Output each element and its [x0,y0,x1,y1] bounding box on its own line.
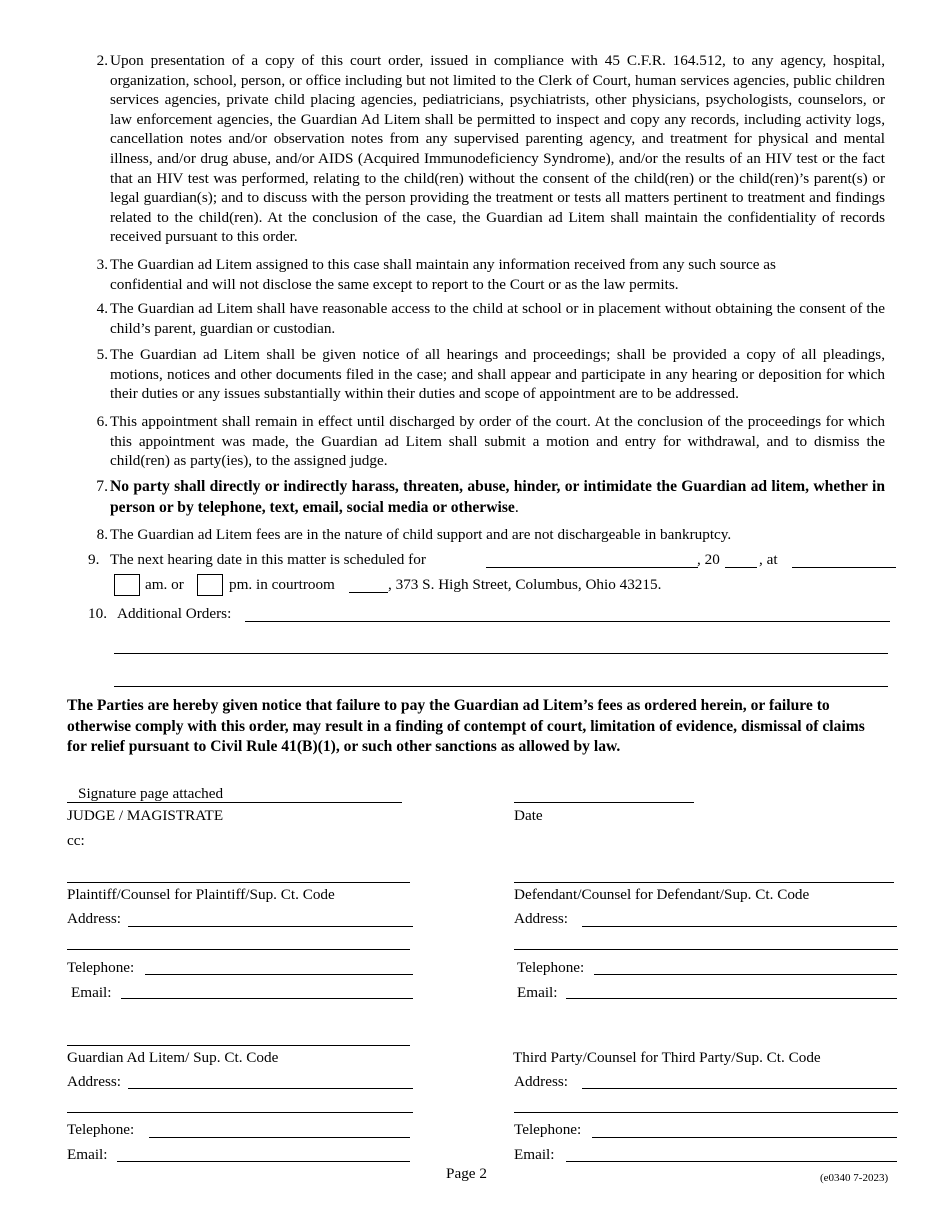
hearing-date-field[interactable] [486,567,698,568]
defendant-address-label: Address: [514,910,568,927]
pm-checkbox[interactable] [197,574,223,596]
item-number: 8. [96,526,108,543]
defendant-name-field[interactable] [514,882,894,883]
item-text: Upon presentation of a copy of this court order, issued in compliance with 45 C.F.R. 164.512, to any agency, hospital, organization, school, person, or office including but not limited to the Clerk of Court, human services agencies, public children services agencies, private child placing agencies, pediatricians, psychiatrists, other physicians, psychologists, counselors, or law enforcement agencies, the Guardian Ad Litem shall be permitted to inspect and copy any records, including activity logs, cancellation notes and/or observation notes from any supervised parenting agency, and treatment for physical and mental illness, and/or drug abuse, and/or AIDS (Acquired Immunodeficiency Syndrome), and/or the results of an HIV test or the fact that an HIV test was performed, relating to the child(ren) without the consent of the child(ren) or the child(ren)’s parent(s) or legal guardian(s); and to discuss with the person providing the treatment or tests all matters pertinent to treatment and findings related to the child(ren). At the conclusion of the case, the Guardian ad Litem shall maintain the confidentiality of records received pursuant to this order. [110,52,885,246]
third-party-telephone-field[interactable] [592,1137,897,1138]
form-code: (e0340 7-2023) [820,1172,889,1184]
third-party-email-field[interactable] [566,1161,897,1162]
additional-number: 10. [88,605,107,622]
additional-orders-field-1[interactable] [245,621,890,622]
defendant-telephone-field[interactable] [594,974,897,975]
item-text: The Guardian ad Litem assigned to this case shall maintain any information received from any such source as confidential and will not disclose the same except to report to the Court or as the law permits. [110,256,776,293]
plaintiff-address-label: Address: [67,910,121,927]
item-suffix: . [514,498,519,516]
third-party-address-field[interactable] [582,1088,897,1089]
order-item-8 [86,525,885,545]
item-number: 7. [96,478,108,495]
third-party-label: Third Party/Counsel for Third Party/Sup. Ct. Code [513,1049,821,1066]
third-party-address-field-2[interactable] [514,1112,898,1113]
additional-orders-field-3[interactable] [114,686,888,687]
signature-attached: Signature page attached [78,785,224,802]
page-number: Page 2 [446,1165,487,1182]
judge-signature-line[interactable] [67,802,402,803]
date-field[interactable] [514,802,694,803]
judge-label: JUDGE / MAGISTRATE [67,807,224,824]
hearing-time-field[interactable] [792,567,896,568]
order-item-4 [86,299,885,338]
gal-address-label: Address: [67,1073,121,1090]
defendant-email-label: Email: [517,984,558,1001]
date-label: Date [514,807,543,824]
plaintiff-address-field[interactable] [128,926,413,927]
gal-telephone-field[interactable] [149,1137,410,1138]
defendant-telephone-label: Telephone: [517,959,585,976]
sanctions-notice: The Parties are hereby given notice that failure to pay the Guardian ad Litem’s fees as ordered herein, or failure to otherwise comply with this order, may result in a finding of contempt of court, limitation of evidence, dismissal of claims for relief pursuant to Civil Rule 41(B)(1), or such other sanctions as allowed by law. [67,697,865,755]
additional-orders-field-2[interactable] [114,653,888,654]
defendant-address-field-2[interactable] [514,949,898,950]
order-item-7 [86,477,885,518]
gal-telephone-label: Telephone: [67,1121,135,1138]
no-harass-text: No party shall directly or indirectly harass, threaten, abuse, hinder, or intimidate the Guardian ad litem, whether in person or by telephone, text, email, social media or otherwise [110,478,885,516]
hearing-year-field[interactable] [725,567,757,568]
gal-label: Guardian Ad Litem/ Sup. Ct. Code [67,1049,279,1066]
gal-address-field[interactable] [128,1088,413,1089]
pm-label: pm. in courtroom [229,576,335,593]
hearing-number: 9. [88,551,100,568]
plaintiff-label: Plaintiff/Counsel for Plaintiff/Sup. Ct. Code [67,886,335,903]
hearing-prefix: The next hearing date in this matter is scheduled for [110,551,426,568]
court-address: , 373 S. High Street, Columbus, Ohio 43215. [388,576,662,593]
hearing-at: , at [759,551,778,568]
item-text [110,477,885,518]
am-checkbox[interactable] [114,574,140,596]
plaintiff-address-field-2[interactable] [67,949,410,950]
defendant-label: Defendant/Counsel for Defendant/Sup. Ct. Code [514,886,810,903]
order-item-2 [86,51,885,247]
order-item-6 [86,412,885,471]
gal-name-field[interactable] [67,1045,410,1046]
item-number: 3. [96,256,108,273]
hearing-year-prefix: , 20 [697,551,720,568]
courtroom-field[interactable] [349,592,388,593]
defendant-email-field[interactable] [566,998,897,999]
order-item-3 [86,255,885,294]
item-number: 2. [96,52,108,69]
defendant-address-field[interactable] [582,926,897,927]
plaintiff-name-field[interactable] [67,882,410,883]
item-number: 4. [96,300,108,317]
item-text: The Guardian ad Litem shall be given notice of all hearings and proceedings; shall be provided a copy of all pleadings, motions, notices and other documents filed in the case; and shall appear and participate in any hearing or deposition for which their duties or any issues substantially within their duties and scope of appointment are to be addressed. [110,346,885,403]
third-party-address-label: Address: [514,1073,568,1090]
plaintiff-telephone-label: Telephone: [67,959,135,976]
item-text: The Guardian ad Litem fees are in the nature of child support and are not dischargeable in bankruptcy. [110,526,732,543]
order-item-5 [86,345,885,404]
third-party-email-label: Email: [514,1146,555,1163]
plaintiff-email-label: Email: [71,984,112,1001]
gal-email-label: Email: [67,1146,108,1163]
cc-label: cc: [67,832,85,849]
item-number: 6. [96,413,108,430]
gal-email-field[interactable] [117,1161,410,1162]
gal-address-field-2[interactable] [67,1112,413,1113]
item-text: This appointment shall remain in effect until discharged by order of the court. At the conclusion of the proceedings for which this appointment was made, the Guardian ad Litem shall submit a motion and entry for withdrawal, and to dismiss the child(ren) as party(ies), to the assigned judge. [110,413,885,470]
item-text: The Guardian ad Litem shall have reasonable access to the child at school or in placement without obtaining the consent of the child’s parent, guardian or custodian. [110,300,885,337]
item-number: 5. [96,346,108,363]
am-label: am. or [145,576,184,593]
additional-orders-label: Additional Orders: [117,605,232,622]
plaintiff-email-field[interactable] [121,998,413,999]
plaintiff-telephone-field[interactable] [145,974,413,975]
third-party-telephone-label: Telephone: [514,1121,582,1138]
